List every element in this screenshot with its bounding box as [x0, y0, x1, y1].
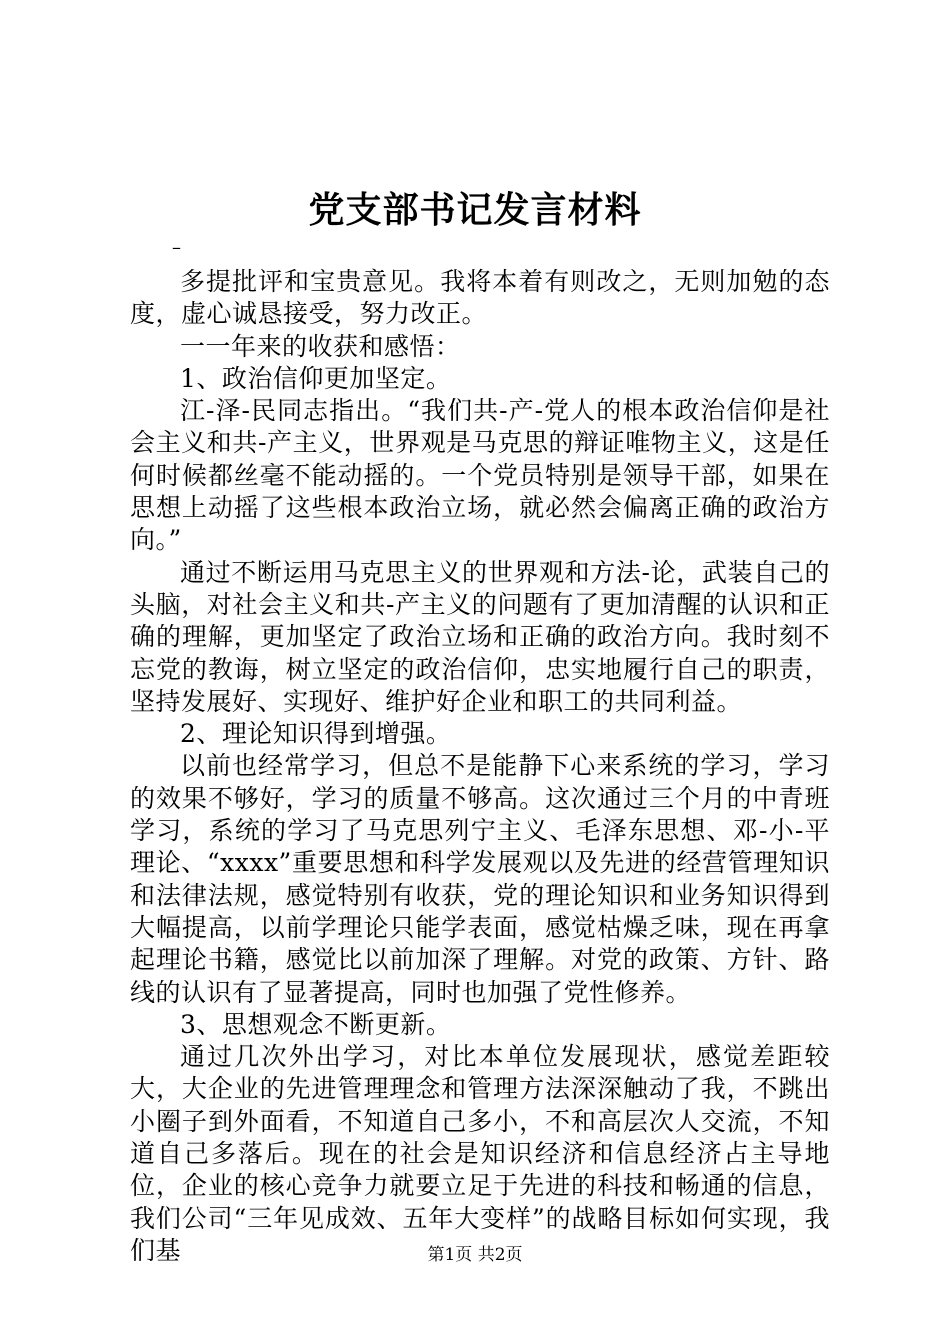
section-heading: 3、思想观念不断更新。: [180, 1009, 452, 1039]
document-title: 党支部书记发言材料: [308, 189, 642, 231]
paragraph: 江-泽-民同志指出。“我们共-产-党人的根本政治信仰是社会主义和共-产主义，世界观是马克思的辩证唯物主义，这是任何时候都丝毫不能动摇的。一个党员特别是领导干部，如果在思想上动摇了这些根本政治立场，就必然会偏离正确的政治方向。”: [130, 396, 830, 555]
paragraph: 通过不断运用马克思主义的世界观和方法-论，武装自己的头脑，对社会主义和共-产主义的问题有了更加清醒的认识和正确的理解，更加坚定了政治立场和正确的政治方向。我时刻不忘党的教诲，树立坚定的政治信仰，忠实地履行自己的职责，坚持发展好、实现好、维护好企业和职工的共同利益。: [130, 557, 830, 716]
title-separator: –: [172, 237, 181, 258]
paragraph: 多提批评和宝贵意见。我将本着有则改之，无则加勉的态度，虚心诚恳接受，努力改正。: [130, 267, 830, 329]
paragraph: 通过几次外出学习，对比本单位发展现状，感觉差距较大，大企业的先进管理理念和管理方法深深触动了我，不跳出小圈子到外面看，不知道自己多小，不和高层次人交流，不知道自己多落后。现在的社会是知识经济和信息经济占主导地位，企业的核心竞争力就要立足于先进的科技和畅通的信息，我们公司“三年见成效、五年大变样”的战略目标如何实现，我们基: [130, 1042, 830, 1265]
section-heading: 2、理论知识得到增强。: [180, 719, 452, 749]
paragraph: 以前也经常学习，但总不是能静下心来系统的学习，学习的效果不够好，学习的质量不够高。这次通过三个月的中青班学习，系统的学习了马克思列宁主义、毛泽东思想、邓-小-平理论、“xxxx”重要思想和科学发展观以及先进的经营管理知识和法律法规，感觉特别有收获，党的理论知识和业务知识得到大幅提高，以前学理论只能学表面，感觉枯燥乏味，现在再拿起理论书籍，感觉比以前加深了理解。对党的政策、方针、路线的认识有了显著提高，同时也加强了党性修养。: [130, 751, 830, 1007]
page-footer: 第1页 共2页: [427, 1245, 523, 1265]
section-intro: 一一年来的收获和感悟：: [180, 331, 461, 361]
section-heading: 1、政治信仰更加坚定。: [180, 363, 452, 393]
document-body: [130, 266, 830, 1267]
